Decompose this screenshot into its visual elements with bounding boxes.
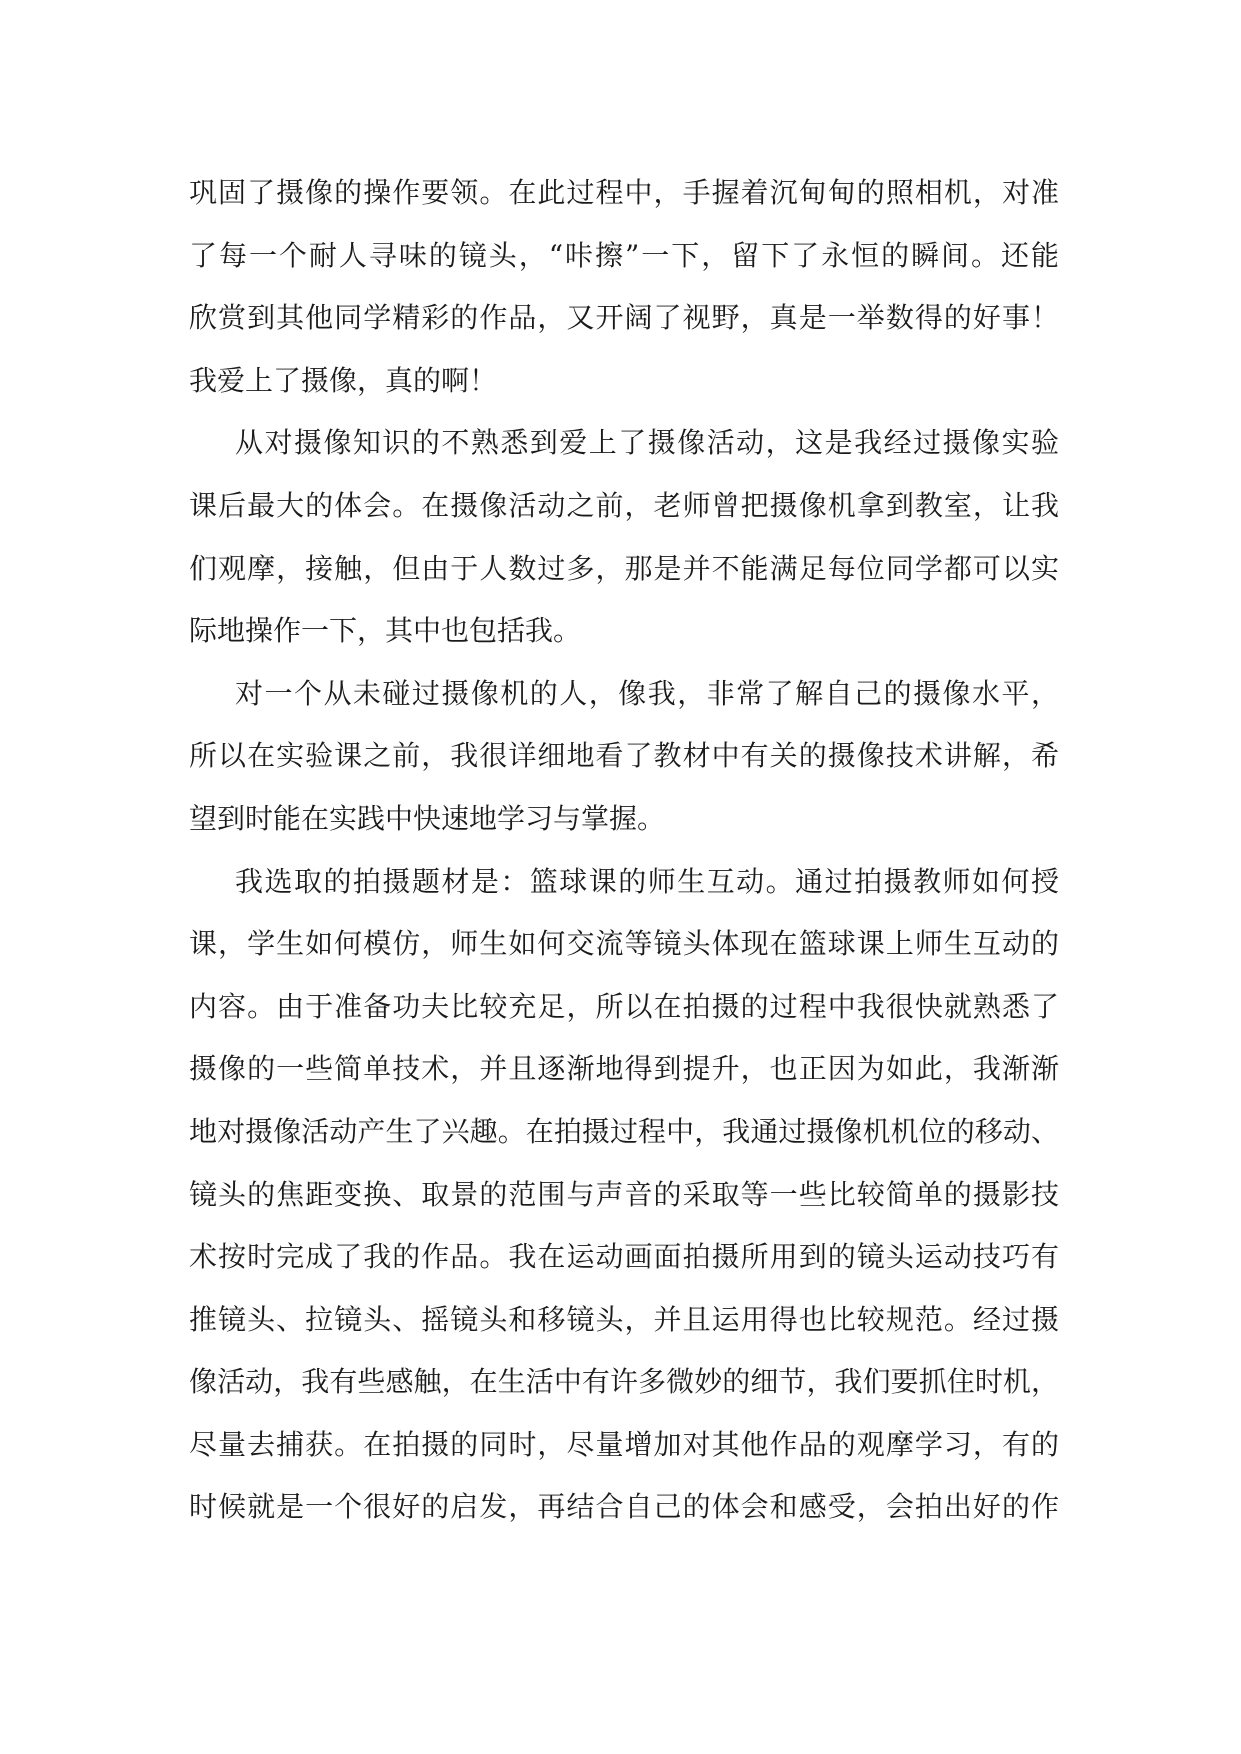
text-line: 像活动，我有些感触，在生活中有许多微妙的细节，我们要抓住时机，: [189, 1365, 1059, 1399]
text-line: 了每一个耐人寻味的镜头，“咔擦”一下，留下了永恒的瞬间。还能: [189, 238, 1059, 272]
text-line: 我选取的拍摄题材是：篮球课的师生互动。通过拍摄教师如何授: [235, 864, 1059, 898]
text-line: 摄像的一些简单技术，并且逐渐地得到提升，也正因为如此，我渐渐: [189, 1052, 1059, 1086]
text-line: 际地操作一下，其中也包括我。: [189, 614, 582, 648]
text-line: 推镜头、拉镜头、摇镜头和移镜头，并且运用得也比较规范。经过摄: [189, 1302, 1059, 1336]
text-line: 从对摄像知识的不熟悉到爱上了摄像活动，这是我经过摄像实验: [235, 426, 1059, 460]
text-line: 术按时完成了我的作品。我在运动画面拍摄所用到的镜头运动技巧有: [189, 1240, 1059, 1274]
text-line: 们观摩，接触，但由于人数过多，那是并不能满足每位同学都可以实: [189, 551, 1059, 585]
text-line: 欣赏到其他同学精彩的作品，又开阔了视野，真是一举数得的好事！: [189, 301, 1059, 335]
text-line: 内容。由于准备功夫比较充足，所以在拍摄的过程中我很快就熟悉了: [189, 989, 1059, 1023]
text-line: 课，学生如何模仿，师生如何交流等镜头体现在篮球课上师生互动的: [189, 927, 1059, 961]
text-line: 所以在实验课之前，我很详细地看了教材中有关的摄像技术讲解，希: [189, 739, 1059, 773]
text-line: 时候就是一个很好的启发，再结合自己的体会和感受，会拍出好的作: [189, 1490, 1059, 1524]
text-line: 对一个从未碰过摄像机的人，像我，非常了解自己的摄像水平，: [235, 676, 1059, 710]
text-line: 地对摄像活动产生了兴趣。在拍摄过程中，我通过摄像机机位的移动、: [189, 1114, 1059, 1148]
text-line: 我爱上了摄像，真的啊！: [189, 363, 498, 397]
text-line: 尽量去捕获。在拍摄的同时，尽量增加对其他作品的观摩学习，有的: [189, 1427, 1059, 1461]
text-line: 巩固了摄像的操作要领。在此过程中，手握着沉甸甸的照相机，对准: [189, 176, 1059, 209]
text-line: 课后最大的体会。在摄像活动之前，老师曾把摄像机拿到教室，让我: [189, 488, 1059, 522]
text-line: 望到时能在实践中快速地学习与掌握。: [189, 801, 666, 835]
body-text: [189, 162, 1059, 1539]
text-line: 镜头的焦距变换、取景的范围与声音的采取等一些比较简单的摄影技: [189, 1177, 1059, 1211]
